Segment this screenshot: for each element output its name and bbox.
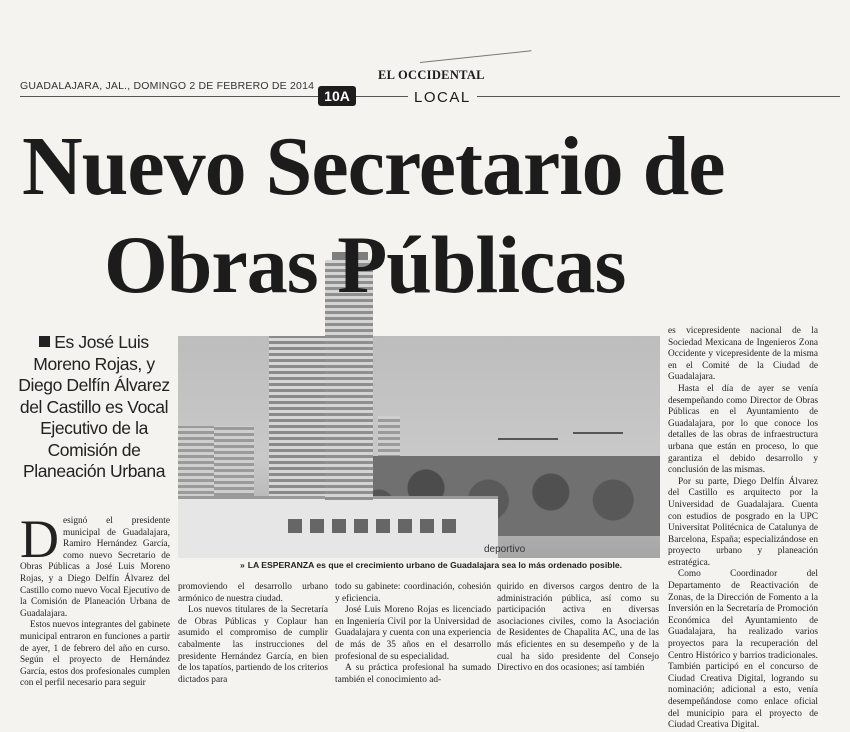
article-column-1 <box>20 509 170 690</box>
photo-building <box>214 426 254 496</box>
article-column-3 <box>335 582 491 686</box>
photo-crane <box>573 432 623 434</box>
caption-mark: » <box>240 560 245 570</box>
news-photo <box>178 336 660 558</box>
drop-cap: D <box>20 509 59 569</box>
article-paragraph: Como Coordinador del Departamento de Reactivación de Zonas, de la Dirección de Fomento a la Inversión en la Secretaría de Promoción Económica del Ayuntamiento de Guadalajara, ha realizado varios proyectos para la recuperación del Centro Histórico y barrios tradicionales. También participó en el concurso de Ciudad Creativa Digital, logrando su nominación; adicional a esto, venía desempeñándose como enlace oficial del municipio para el proyecto de Ciudad Creativa Digital. <box>668 569 818 731</box>
article-column-5 <box>668 326 818 732</box>
photo-caption <box>240 560 622 570</box>
article-paragraph: Designó el presidente municipal de Guadalajara, Ramiro Hernández García, como nuevo Secretario de Obras Públicas a José Luis Moreno Rojas, y a Diego Delfín Álvarez del Castillo como nuevo Vocal Ejecutivo de la Comisión de Planeación Urbana de Guadalajara. <box>20 509 170 619</box>
photo-crane <box>498 438 558 440</box>
photo-tower-left <box>269 336 327 506</box>
article-paragraph: Los nuevos titulares de la Secretaría de Obras Públicas y Coplaur han asumido el compromiso de cumplir cabalmente las instrucciones del presidente Hernández García, en bien de los tapatíos, partiendo de los criterios dictados para <box>178 605 329 685</box>
article-paragraph: Hasta el día de ayer se venía desempeñando como Director de Obras Públicas en el Ayuntamiento de Guadalajara, por lo que conoce los detalles de las obras de infraestructura urbana que están en proceso, lo que garantiza el debido desarrollo y conclusión de las mismas. <box>668 383 818 476</box>
subhead <box>12 332 176 483</box>
article-paragraph: Por su parte, Diego Delfín Álvarez del Castillo es arquitecto por la Universidad de Guadalajara. Cuenta con estudios de posgrado en la UPC Universitat Politécnica de Catalunya de Barcelona, España; especializándose en proyecto urbano y planeación estratégica. <box>668 476 818 568</box>
photo-building <box>178 426 218 506</box>
dateline: GUADALAJARA, JAL., DOMINGO 2 DE FEBRERO DE 2014 <box>20 80 315 92</box>
headline-line-2: Obras Públicas <box>104 219 626 310</box>
article-paragraph: A su práctica profesional ha sumado también el conocimiento ad- <box>335 663 491 685</box>
pen-scratch <box>420 50 531 63</box>
section-label: LOCAL <box>408 89 477 106</box>
page-number-badge: 10A <box>318 86 356 106</box>
photo-low-building <box>178 496 498 558</box>
subhead-text: Es José Luis Moreno Rojas, y Diego Delfín Álvarez del Castillo es Vocal Ejecutivo de la Comisión de Planeación Urbana <box>18 332 170 481</box>
article-paragraph: promoviendo el desarrollo urbano armónico de nuestra ciudad. <box>178 582 328 604</box>
newspaper-name: EL OCCIDENTAL <box>378 68 485 82</box>
photo-credit: deportivo <box>484 544 526 555</box>
article-paragraph: todo su gabinete: coordinación, cohesión y eficiencia. <box>335 582 491 604</box>
caption-text: LA ESPERANZA es que el crecimiento urbano de Guadalajara sea lo más ordenado posible. <box>247 560 623 570</box>
square-bullet-icon <box>39 336 50 347</box>
headline-line-1: Nuevo Secretario de <box>22 120 725 213</box>
article-paragraph: quirido en diversos cargos dentro de la administración pública, así como su participación activa en diversas asociaciones civiles, como la Asociación de Residentes de Chapalita AC, una de las más eficientes en su desempeño y de la cual ha sido presidente del Consejo Directivo en dos ocasiones; así también <box>497 582 659 674</box>
article-paragraph: José Luis Moreno Rojas es licenciado en Ingeniería Civil por la Universidad de Guadalajara y cuenta con una experiencia de más de 35 años en el desarrollo profesional de su especialidad. <box>335 605 491 662</box>
article-paragraph: Estos nuevos integrantes del gabinete municipal entraron en funciones a partir de ayer, 1 de febrero del año en curso. Según el proyecto de Hernández García, estos dos profesionales cumplen con el perfil necesario para seguir <box>20 620 170 689</box>
article-column-2 <box>178 582 328 686</box>
article-paragraph: es vicepresidente nacional de la Sociedad Mexicana de Ingenieros Zona Occidente y vicepresidente de la misma en el Comité de la Ciudad de Guadalajara. <box>668 326 818 383</box>
article-column-4 <box>497 582 659 675</box>
